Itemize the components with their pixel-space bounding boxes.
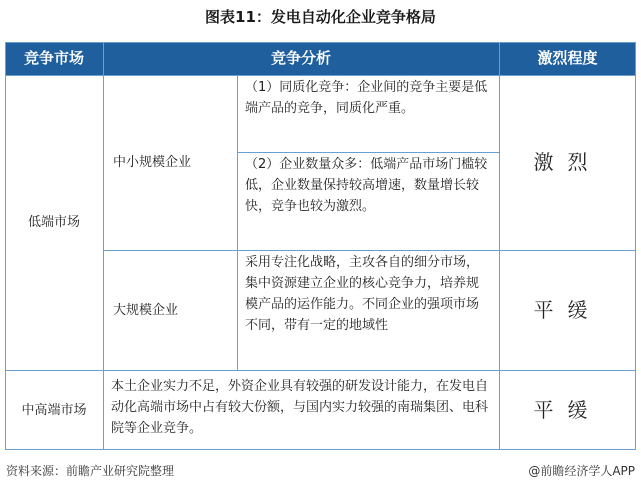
competition-table [5, 42, 636, 450]
column-divider [237, 75, 238, 370]
credit-note: @前瞻经济学人APP [528, 464, 635, 478]
row-divider [237, 152, 499, 153]
market-low-end: 低端市场 [27, 215, 80, 230]
market-mid-high: 中高端市场 [21, 402, 87, 418]
header-market: 竞争市场 [5, 42, 103, 75]
analysis-homogeneous: （1）同质化竞争：企业间的竞争主要是低端产品的竞争，同质化严重。 [245, 80, 488, 116]
row-divider [103, 250, 636, 251]
intensity-moderate-large: 平缓 [533, 297, 602, 322]
table-title: 图表11：发电自动化企业竞争格局 [205, 8, 436, 26]
column-divider [103, 42, 104, 450]
analysis-mid-high: 本土企业实力不足，外资企业具有较强的研发设计能力，在发电自动化高端市场中占有较大份额，与国内实力较强的南瑞集团、电科院等企业竞争。 [111, 379, 489, 436]
segment-small-medium: 中小规模企业 [113, 155, 192, 170]
intensity-fierce: 激烈 [533, 150, 602, 174]
column-divider [499, 42, 500, 450]
header-analysis: 竞争分析 [103, 42, 499, 75]
source-note: 资料来源：前瞻产业研究院整理 [6, 464, 175, 478]
table-border [5, 42, 636, 450]
row-divider [5, 75, 636, 76]
segment-large: 大规模企业 [113, 302, 179, 318]
analysis-many-firms: （2）企业数量众多：低端产品市场门槛较低，企业数量保持较高增速，数量增长较快，竞争也较为激烈。 [245, 157, 488, 214]
header-intensity: 激烈程度 [499, 42, 636, 75]
analysis-focus-strategy: 采用专注化战略，主攻各自的细分市场，集中资源建立企业的核心竞争力，培养规模产品的运作能力。不同企业的强项市场不同，带有一定的地域性 [245, 255, 480, 333]
row-divider [5, 370, 636, 371]
intensity-moderate-mid-high: 平缓 [533, 397, 602, 422]
